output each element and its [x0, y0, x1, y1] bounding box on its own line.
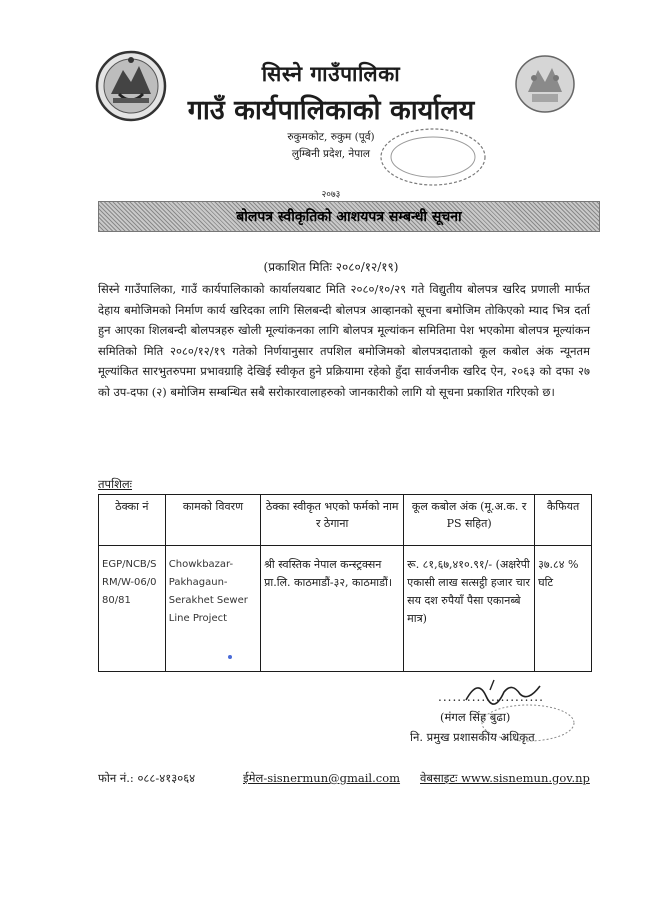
notice-body: सिस्ने गाउँपालिका, गाउँ कार्यपालिकाको कार्यालयबाट मिति २०८०/१०/२९ गते विद्युतीय बोलपत्र खरिद प्रणाली मार्फत देहाय बमोजिमको निर्माण कार्य खरिदका लागि सिलबन्दी बोलपत्र आव्हानको सूचना बमोजिम तोकिएको म्याद भित्र दर्ता हुन आएका शिलबन्दी बोलपत्रहरु खोली मूल्यांकनका लागि बोलपत्र मूल्यांकन समितिमा पेश भएकोमा बोलपत्र मूल्यांकन समितिको मिति २०८०/१२/१९ गतेको निर्णयानुसार तपशिल बमोजिमको बोलपत्रदाताको कूल कबोल अंक न्यूनतम मूल्यांकित सारभुतरुपमा प्रभावग्राहि देखिई स्वीकृत हुने प्रक्रियामा रहेको हुँदा सार्वजनीक खरिद ऐन, २०६३ को दफा २७ को उप-दफा (२) बमोजिम सम्बन्धित सबै सरोकारवालाहरुको जानकारीको लागि यो सूचना प्रकाशित गरिएको छ। [98, 282, 590, 399]
table-header-row [99, 495, 592, 546]
cell-firm: श्री स्वस्तिक नेपाल कन्स्ट्रक्सन प्रा.लि. काठमाडौं-३२, काठमाडौं। [261, 546, 404, 672]
footer-phone: फोन नं.: ०८८-४१३०६४ [98, 771, 196, 785]
cell-contract-no: EGP/NCB/SRM/W-06/080/81 [99, 546, 166, 672]
ink-dot [228, 655, 232, 659]
established-year: २०७३ [321, 190, 341, 200]
details-label: तपशिलः [98, 477, 133, 491]
col-amount: कूल कबोल अंक (मू.अ.क. र PS सहित) [404, 495, 535, 546]
address-line-1: रुकुमकोट, रुकुम (पूर्व) [287, 131, 375, 143]
cell-description: Chowkbazar-Pakhagaun-Serakhet Sewer Line Project [165, 546, 260, 672]
municipality-name: सिस्ने गाउँपालिका [261, 62, 401, 86]
notice-title-banner [98, 201, 600, 232]
footer-email[interactable]: ईमेल-sisnermun@gmail.com [243, 771, 401, 785]
col-firm: ठेक्का स्वीकृत भएको फर्मको नाम र ठेगाना [261, 495, 404, 546]
col-remarks: कैफियत [535, 495, 592, 546]
bid-table [98, 494, 592, 672]
office-stamp [377, 124, 489, 190]
signatory-title: नि. प्रमुख प्रशासकीय अधिकृत [410, 730, 535, 744]
address-line-2: लुम्बिनी प्रदेश, नेपाल [291, 148, 371, 160]
table-row [99, 546, 592, 672]
col-contract-no: ठेक्का नं [99, 495, 166, 546]
published-date: (प्रकाशित मितिः २०८०/१२/१९) [263, 260, 399, 274]
signature-line: ...................... [438, 690, 544, 704]
col-description: कामको विवरण [165, 495, 260, 546]
signatory-name: (मंगल सिंह बुढा) [440, 710, 511, 724]
notice-title: बोलपत्र स्वीकृतिको आशयपत्र सम्बन्धी सूचना [236, 209, 462, 225]
cell-amount: रू. ८१,६७,४१०.९१/- (अक्षरेपी एकासी लाख सत्सट्ठी हजार चार सय दश रुपैयाँ पैसा एकानब्बे मात्र) [404, 546, 535, 672]
cell-remarks: ३७.८४ % घटि [535, 546, 592, 672]
footer-website[interactable]: वेबसाइटः www.sisnemun.gov.np [420, 771, 590, 785]
office-name: गाउँ कार्यपालिकाको कार्यालय [187, 95, 475, 126]
